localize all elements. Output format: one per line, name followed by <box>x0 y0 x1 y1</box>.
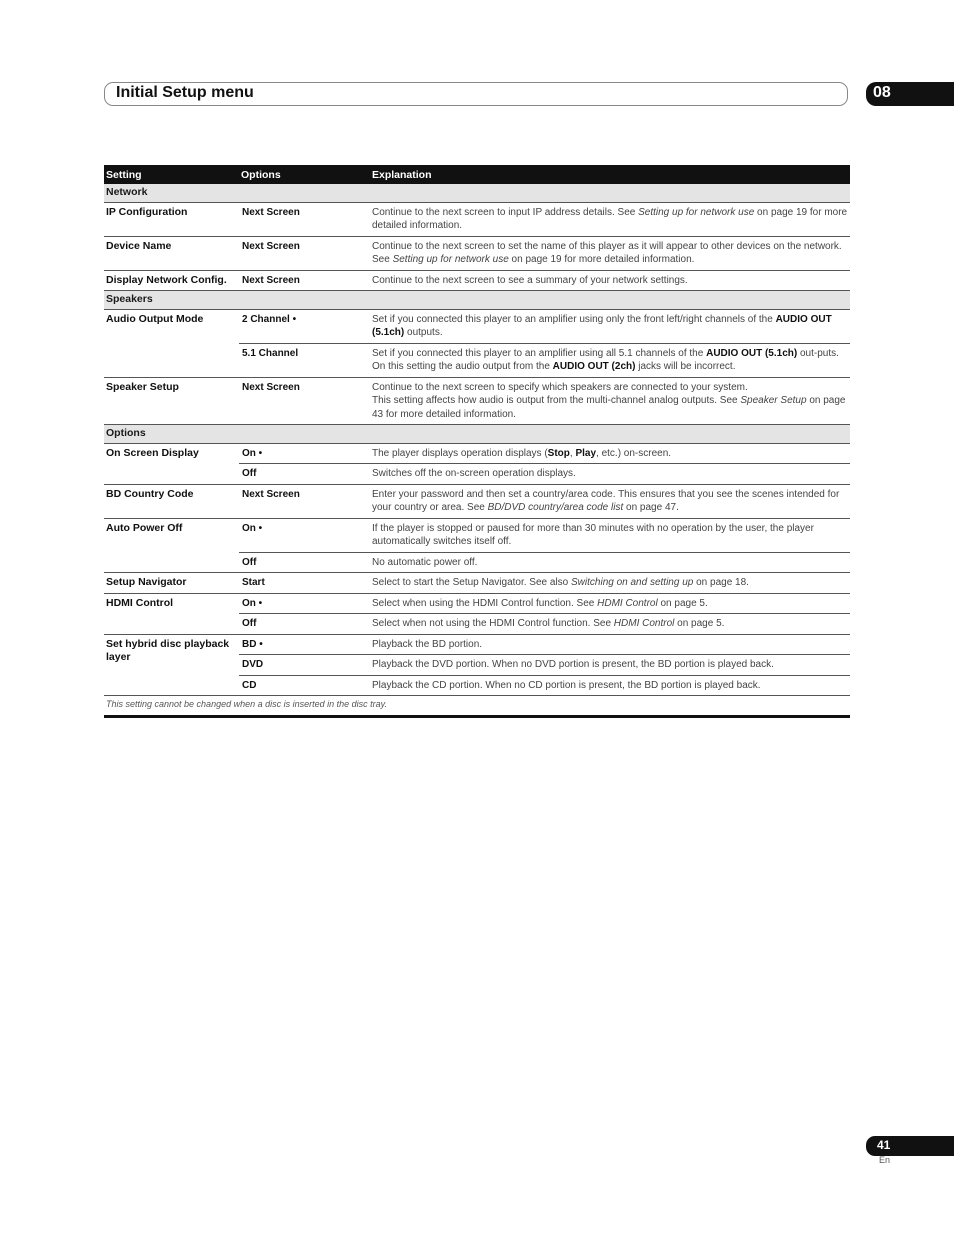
option-value: Off <box>239 552 369 573</box>
explanation <box>369 573 850 594</box>
setting-name: Auto Power Off <box>104 518 239 573</box>
explanation-text: Select when not using the HDMI Control function. See <box>372 618 614 629</box>
explanation-text: outputs. <box>404 327 443 338</box>
section-row-speakers <box>104 291 850 310</box>
table-row <box>104 443 850 464</box>
section-row-network <box>104 184 850 202</box>
button-label: Play <box>575 447 597 459</box>
explanation-text: Set if you connected this player to an amplifier using only the front left/right channels of the <box>372 313 776 325</box>
setting-name: BD Country Code <box>104 484 239 518</box>
setting-name: Setup Navigator <box>104 573 239 594</box>
table-header-row <box>104 165 850 184</box>
setting-name: Speaker Setup <box>104 377 239 425</box>
option-value: DVD <box>239 655 369 676</box>
option-value: Next Screen <box>239 377 369 425</box>
explanation-text: on page 19 for more detailed information. <box>508 254 695 265</box>
page-title: Initial Setup menu <box>116 84 254 101</box>
column-header-setting: Setting <box>104 165 239 184</box>
page-number-tab <box>866 1136 954 1156</box>
explanation <box>369 614 850 635</box>
explanation-text: on page 19 for more detailed information. <box>372 206 848 231</box>
chapter-tab <box>866 82 954 106</box>
table-row <box>104 593 850 614</box>
explanation-text: on page 18. <box>693 577 749 588</box>
section-label: Network <box>104 184 850 202</box>
language-label: En <box>879 1155 891 1165</box>
option-value: Next Screen <box>239 484 369 518</box>
explanation-text: jacks will be incorrect. <box>635 361 736 372</box>
setting-name: Display Network Config. <box>104 270 239 291</box>
table-row <box>104 377 850 425</box>
option-value: 2 Channel • <box>239 309 369 343</box>
explanation-text: Playback the CD portion. When no CD portion is present, the BD portion is played back. <box>369 675 850 696</box>
explanation-text: out-puts. On this setting the audio output from the <box>372 347 839 372</box>
explanation-text: Continue to the next screen to see a summary of your network settings. <box>369 270 850 291</box>
setting-name: Audio Output Mode <box>104 309 239 377</box>
cross-reference: HDMI Control <box>597 597 658 609</box>
explanation-text: on page 5. <box>657 597 708 609</box>
explanation-text: Enter your password and then set a country/area code. This ensures that you see the scenes intended for your country or area. See <box>372 488 840 513</box>
explanation <box>369 377 850 425</box>
table-row <box>104 309 850 343</box>
explanation-text: Playback the BD portion. <box>369 634 850 655</box>
footnote-row <box>104 696 850 717</box>
option-value: BD • <box>239 634 369 655</box>
explanation-text: on page 47. <box>623 502 679 513</box>
explanation-text: on page 5. <box>674 618 725 629</box>
table-row <box>104 518 850 552</box>
option-value: Off <box>239 464 369 485</box>
option-value: Next Screen <box>239 236 369 270</box>
explanation-text: Playback the DVD portion. When no DVD portion is present, the BD portion is played back. <box>369 655 850 676</box>
explanation <box>369 309 850 343</box>
explanation <box>369 484 850 518</box>
setting-name: Device Name <box>104 236 239 270</box>
explanation-text: Set if you connected this player to an amplifier using all 5.1 channels of the <box>372 347 707 359</box>
explanation-text: Continue to the next screen to set the name of this player as it will appear to other devices on the network. See <box>372 240 842 265</box>
setting-name: On Screen Display <box>104 443 239 484</box>
explanation-text: on page 43 for more detailed information. <box>372 395 846 420</box>
chapter-header <box>104 82 848 106</box>
setting-name: Set hybrid disc playback layer <box>104 634 239 696</box>
table-row <box>104 573 850 594</box>
cross-reference: Setting up for network use <box>638 206 755 218</box>
option-value: On • <box>239 518 369 552</box>
explanation-text: Continue to the next screen to input IP address details. See <box>372 206 639 218</box>
section-label: Options <box>104 425 850 444</box>
terminal-label: AUDIO OUT (2ch) <box>552 361 636 372</box>
option-value: Off <box>239 614 369 635</box>
cross-reference: Switching on and setting up <box>571 577 694 588</box>
table-row <box>104 634 850 655</box>
explanation-text: This setting affects how audio is output from the multi-channel analog outputs. See <box>372 395 741 406</box>
table-row <box>104 270 850 291</box>
explanation-text: Switches off the on-screen operation displays. <box>369 464 850 485</box>
option-value: Next Screen <box>239 202 369 236</box>
explanation-text: No automatic power off. <box>369 552 850 573</box>
explanation-text: If the player is stopped or paused for more than 30 minutes with no operation by the user, the player automatically switches itself off. <box>369 518 850 552</box>
chapter-number: 08 <box>873 84 891 101</box>
explanation <box>369 202 850 236</box>
page-number: 41 <box>877 1138 891 1152</box>
explanation-text: The player displays operation displays ( <box>372 447 548 459</box>
cross-reference: HDMI Control <box>613 618 675 629</box>
explanation-text: Select to start the Setup Navigator. See also <box>372 577 572 588</box>
explanation <box>369 443 850 464</box>
table-row <box>104 236 850 270</box>
option-value: On • <box>239 593 369 614</box>
explanation-text: Continue to the next screen to specify which speakers are connected to your system. <box>372 381 748 393</box>
column-header-options: Options <box>239 165 369 184</box>
option-value: 5.1 Channel <box>239 343 369 377</box>
option-value: Next Screen <box>239 270 369 291</box>
explanation <box>369 593 850 614</box>
setting-name: HDMI Control <box>104 593 239 634</box>
cross-reference: Speaker Setup <box>740 395 807 406</box>
button-label: Stop <box>547 447 570 459</box>
section-row-options <box>104 425 850 444</box>
option-value: Start <box>239 573 369 594</box>
table-row <box>104 484 850 518</box>
settings-table <box>104 165 850 718</box>
footnote: This setting cannot be changed when a disc is inserted in the disc tray. <box>104 696 850 717</box>
explanation-text: , <box>569 447 576 459</box>
explanation <box>369 343 850 377</box>
setting-name: IP Configuration <box>104 202 239 236</box>
cross-reference: Setting up for network use <box>392 254 509 265</box>
table-row <box>104 202 850 236</box>
explanation-text: , etc.) on-screen. <box>596 447 672 459</box>
column-header-explanation: Explanation <box>369 165 850 184</box>
terminal-label: AUDIO OUT (5.1ch) <box>372 313 832 338</box>
explanation <box>369 236 850 270</box>
terminal-label: AUDIO OUT (5.1ch) <box>706 347 798 359</box>
option-value: On • <box>239 443 369 464</box>
option-value: CD <box>239 675 369 696</box>
section-label: Speakers <box>104 291 850 310</box>
cross-reference: BD/DVD country/area code list <box>487 502 624 513</box>
explanation-text: Select when using the HDMI Control function. See <box>372 597 598 609</box>
